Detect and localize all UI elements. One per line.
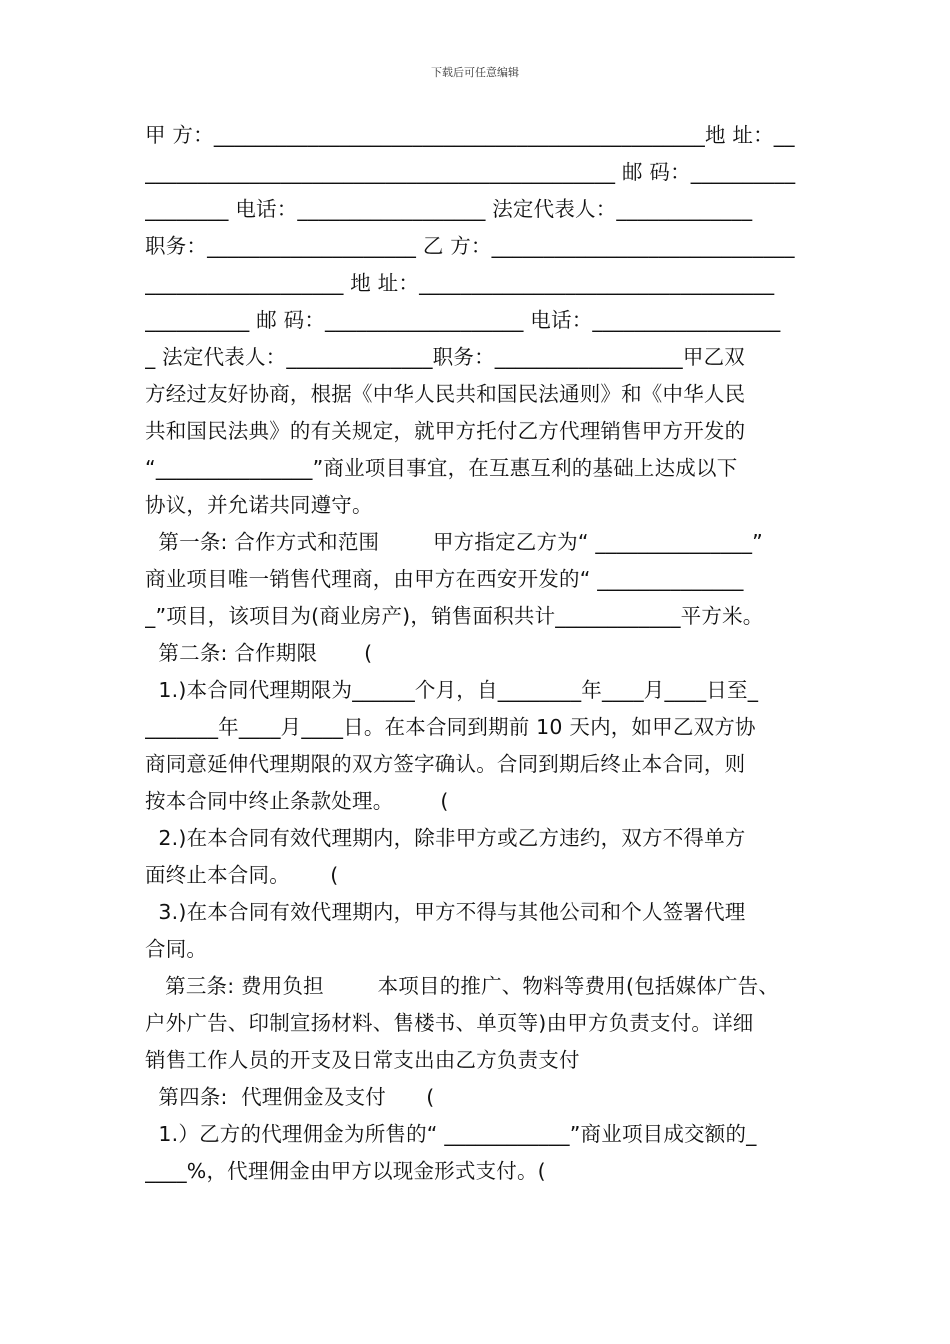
page-header-note: 下载后可任意编辑 xyxy=(431,66,519,79)
contract-line: 销售工作人员的开支及日常支出由乙方负责支付 xyxy=(145,1048,580,1072)
contract-line: 商同意延伸代理期限的双方签字确认。合同到期后终止本合同，则 xyxy=(145,752,746,776)
contract-line: _ 法定代表人：______________职务：__________________甲乙双 xyxy=(145,345,745,369)
contract-line: 职务：____________________ 乙 方：_____________________________ xyxy=(145,234,795,258)
article-3-heading: 第三条: 费用负担 本项目的推广、物料等费用(包括媒体广告、 xyxy=(145,974,780,998)
contract-line: 合同。 xyxy=(145,937,208,961)
contract-line: ____%，代理佣金由甲方以现金形式支付。( xyxy=(145,1159,546,1183)
contract-line: 户外广告、印制宣扬材料、售楼书、单页等)由甲方负责支付。详细 xyxy=(145,1011,754,1035)
article-1-heading: 第一条: 合作方式和范围 甲方指定乙方为“ _______________” xyxy=(145,530,763,554)
contract-line: _”项目，该项目为(商业房产)，销售面积共计____________平方米。 xyxy=(145,604,764,628)
contract-line: ________ 电话：__________________ 法定代表人：_____________ xyxy=(145,197,753,221)
contract-line: _____________________________________________ 邮 码：__________ xyxy=(145,160,796,184)
contract-line: _______年____月____日。在本合同到期前 10 天内，如甲乙双方协 xyxy=(145,715,756,739)
contract-line: “_______________”商业项目事宜，在互惠互利的基础上达成以下 xyxy=(145,456,738,480)
article-4-heading: 第四条: 代理佣金及支付 ( xyxy=(145,1085,435,1109)
contract-line: 3.)在本合同有效代理期内，甲方不得与其他公司和个人签署代理 xyxy=(145,900,746,924)
contract-line: __________ 邮 码：___________________ 电话：__________________ xyxy=(145,308,781,332)
contract-line: 共和国民法典》的有关规定，就甲方托付乙方代理销售甲方开发的 xyxy=(145,419,746,443)
article-2-heading: 第二条: 合作期限 ( xyxy=(145,641,373,665)
contract-line: 方经过友好协商，根据《中华人民共和国民法通则》和《中华人民 xyxy=(145,382,746,406)
contract-line: 1.）乙方的代理佣金为所售的“ ____________”商业项目成交额的_ xyxy=(145,1122,757,1146)
contract-line: 面终止本合同。 ( xyxy=(145,863,339,887)
contract-line: ___________________ 地 址：__________________________________ xyxy=(145,271,775,295)
contract-line: 甲 方：_______________________________________________地 址：__ xyxy=(145,123,795,147)
contract-line: 1.)本合同代理期限为______个月，自________年____月____日至_ xyxy=(145,678,759,702)
contract-line: 2.)在本合同有效代理期内，除非甲方或乙方违约，双方不得单方 xyxy=(145,826,746,850)
contract-line: 协议，并允诺共同遵守。 xyxy=(145,493,373,517)
contract-body xyxy=(145,117,807,1190)
contract-line: 按本合同中终止条款处理。 ( xyxy=(145,789,449,813)
contract-line: 商业项目唯一销售代理商，由甲方在西安开发的“ ______________ xyxy=(145,567,744,591)
